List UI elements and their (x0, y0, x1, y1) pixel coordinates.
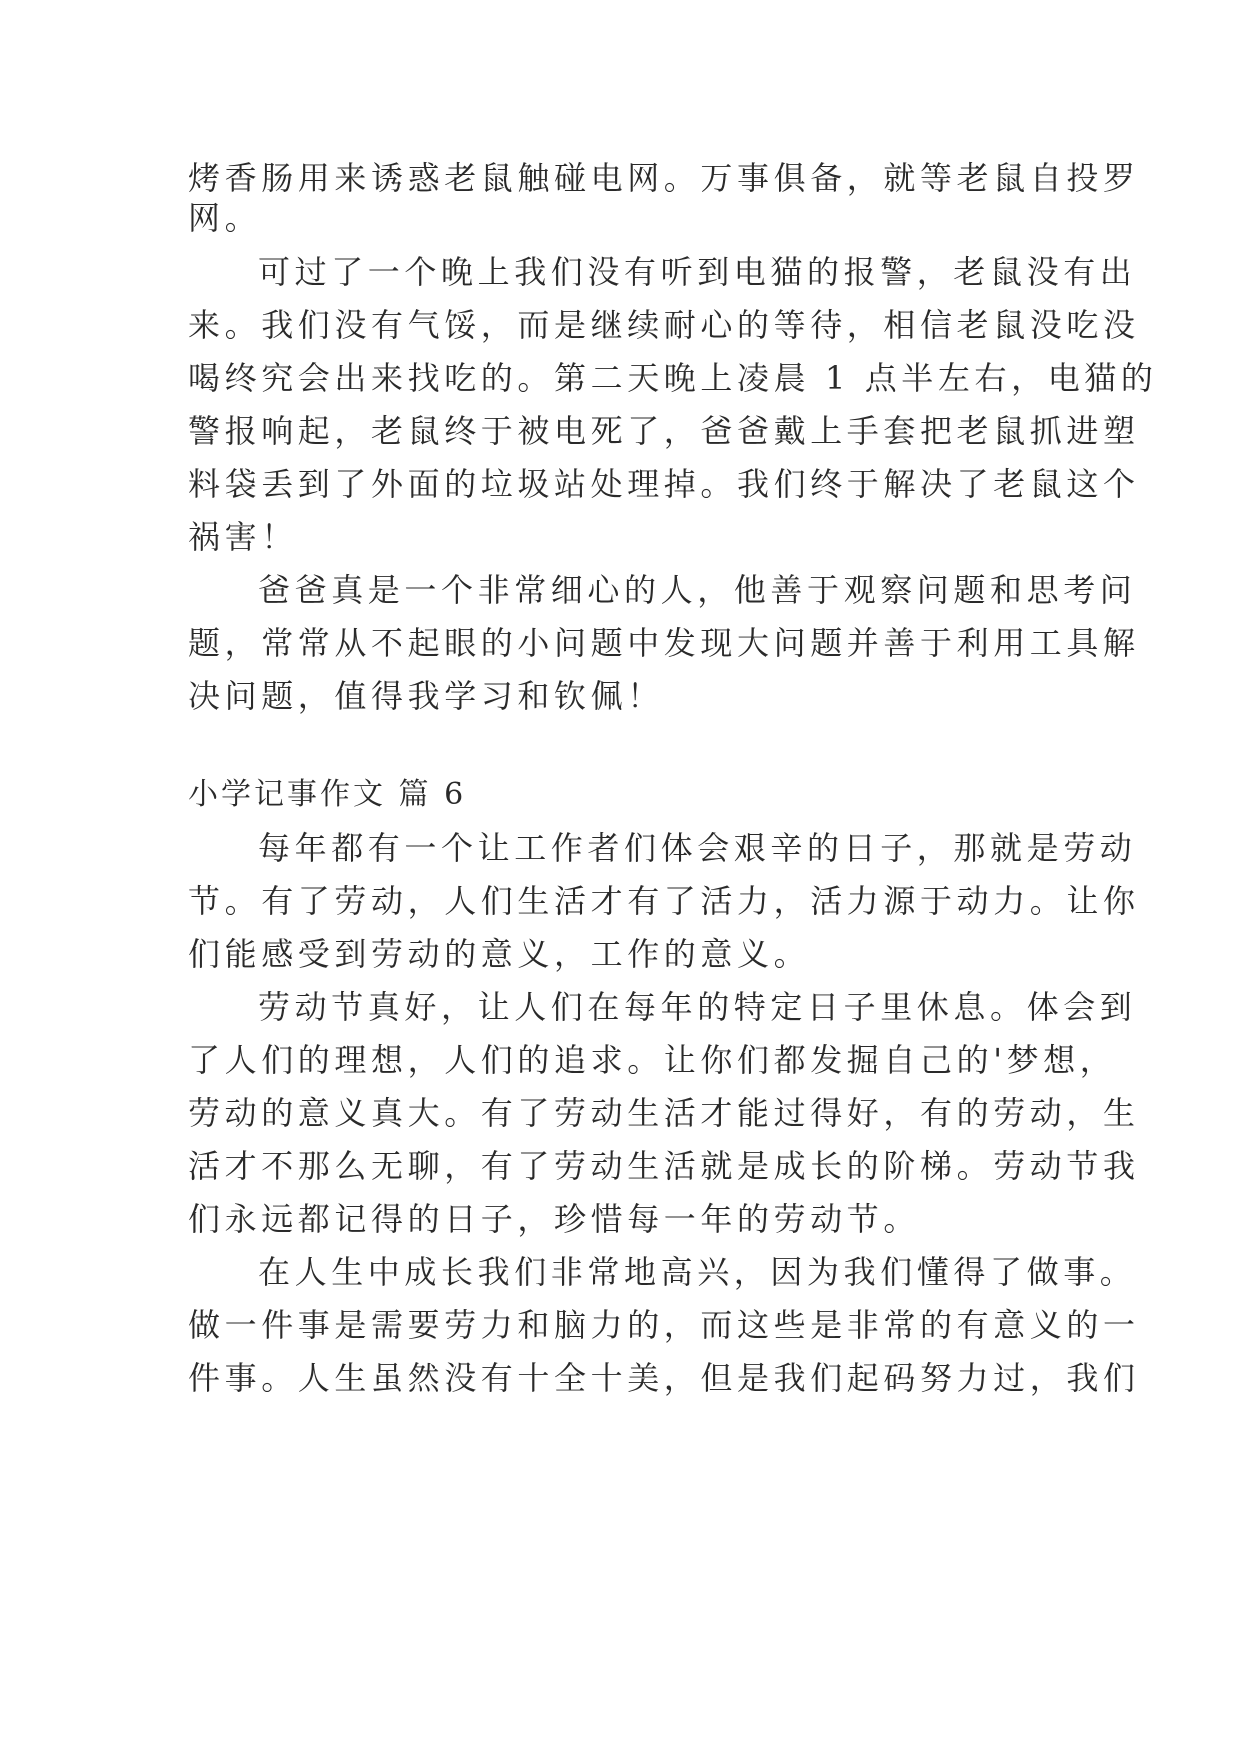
paragraph-line: 来。我们没有气馁，而是继续耐心的等待，相信老鼠没吃没 (188, 306, 1140, 344)
paragraph-line: 们能感受到劳动的意义，工作的意义。 (188, 935, 811, 973)
paragraph-line: 在人生中成长我们非常地高兴，因为我们懂得了做事。 (258, 1253, 1137, 1291)
paragraph-line: 网。 (188, 199, 262, 237)
paragraph-line: 做一件事是需要劳力和脑力的，而这些是非常的有意义的一 (188, 1306, 1140, 1344)
paragraph-line: 们永远都记得的日子，珍惜每一年的劳动节。 (188, 1200, 921, 1238)
paragraph-line: 爸爸真是一个非常细心的人，他善于观察问题和思考问 (258, 571, 1137, 609)
paragraph-line: 了人们的理想，人们的追求。让你们都发掘自己的'梦想， (188, 1041, 1117, 1079)
paragraph-line: 件事。人生虽然没有十全十美，但是我们起码努力过，我们 (188, 1359, 1140, 1397)
paragraph-line: 烤香肠用来诱惑老鼠触碰电网。万事俱备，就等老鼠自投罗 (188, 159, 1140, 197)
paragraph-line: 题，常常从不起眼的小问题中发现大问题并善于利用工具解 (188, 624, 1140, 662)
paragraph-line: 节。有了劳动，人们生活才有了活力，活力源于动力。让你 (188, 882, 1140, 920)
paragraph-line: 劳动的意义真大。有了劳动生活才能过得好，有的劳动，生 (188, 1094, 1140, 1132)
paragraph-line: 祸害！ (188, 518, 298, 556)
paragraph-line: 喝终究会出来找吃的。第二天晚上凌晨 1 点半左右，电猫的 (188, 359, 1158, 397)
paragraph-line: 劳动节真好，让人们在每年的特定日子里休息。体会到 (258, 988, 1137, 1026)
paragraph-line: 料袋丢到了外面的垃圾站处理掉。我们终于解决了老鼠这个 (188, 465, 1140, 503)
section-heading: 小学记事作文 篇 6 (188, 777, 467, 812)
paragraph-line: 可过了一个晚上我们没有听到电猫的报警，老鼠没有出 (258, 253, 1137, 291)
paragraph-line: 决问题，值得我学习和钦佩！ (188, 677, 664, 715)
paragraph-line: 活才不那么无聊，有了劳动生活就是成长的阶梯。劳动节我 (188, 1147, 1140, 1185)
paragraph-line: 警报响起，老鼠终于被电死了，爸爸戴上手套把老鼠抓进塑 (188, 412, 1140, 450)
paragraph-line: 每年都有一个让工作者们体会艰辛的日子，那就是劳动 (258, 829, 1137, 867)
